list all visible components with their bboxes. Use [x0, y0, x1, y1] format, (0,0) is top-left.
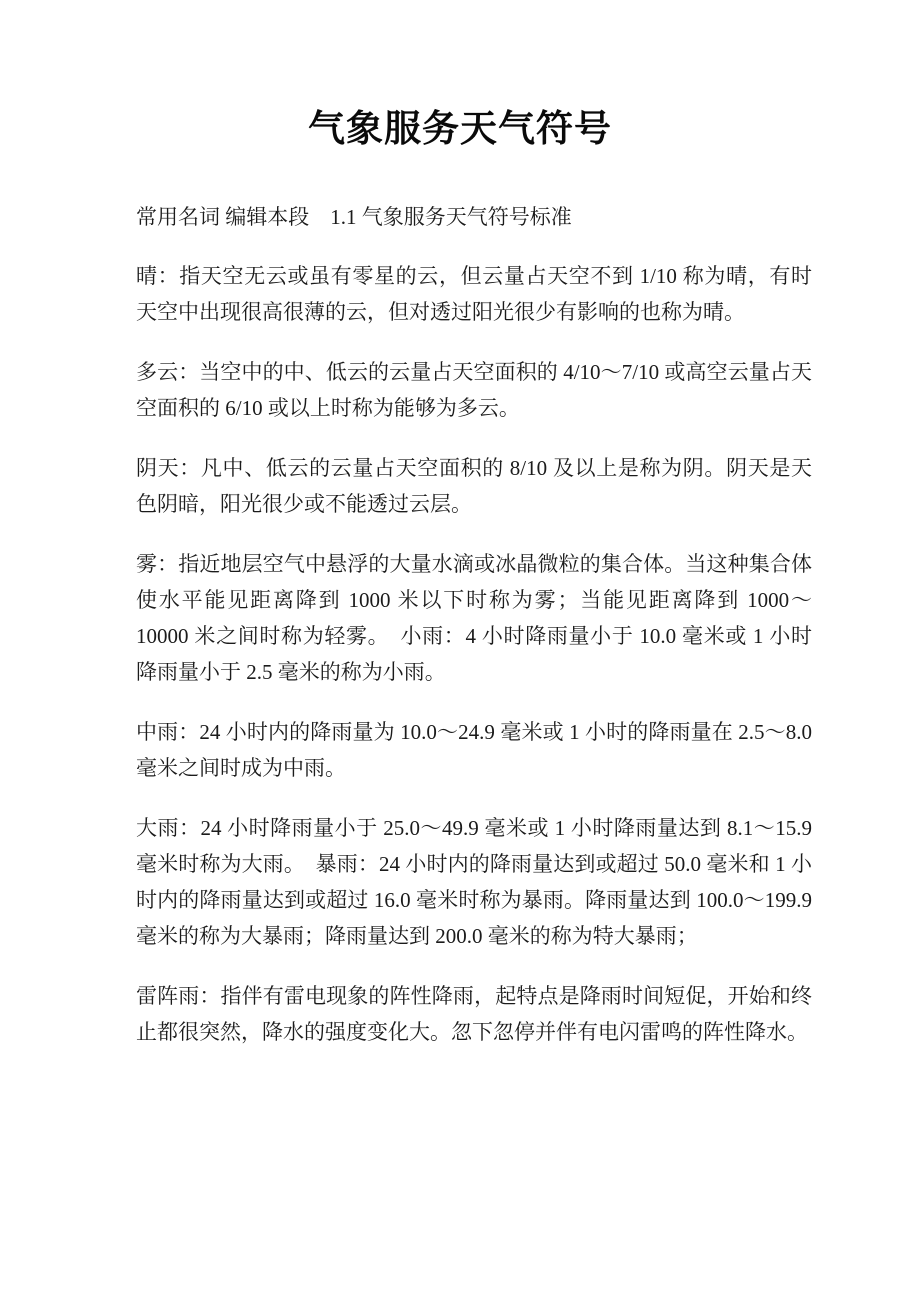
paragraph-qing: 晴：指天空无云或虽有零星的云，但云量占天空不到 1/10 称为晴，有时天空中出现很高很薄的云，但对透过阳光很少有影响的也称为晴。: [136, 264, 812, 324]
paragraph-zhongyu: 中雨：24 小时内的降雨量为 10.0～24.9 毫米或 1 小时的降雨量在 2.5～8.0 毫米之间时成为中雨。: [136, 720, 812, 780]
paragraph-leizhenyu: 雷阵雨：指伴有雷电现象的阵性降雨，起特点是降雨时间短促，开始和终止都很突然，降水的强度变化大。忽下忽停并伴有电闪雷鸣的阵性降水。: [136, 984, 812, 1044]
paragraph-wu-xiaoyu: 雾：指近地层空气中悬浮的大量水滴或冰晶微粒的集合体。当这种集合体使水平能见距离降到 1000 米以下时称为雾；当能见距离降到 1000～10000 米之间时称为轻雾。 小雨：4 小时降雨量小于 10.0 毫米或 1 小时降雨量小于 2.5 毫米的称为小雨。: [136, 552, 812, 684]
paragraph-dayu-baoyu: 大雨：24 小时降雨量小于 25.0～49.9 毫米或 1 小时降雨量达到 8.1～15.9 毫米时称为大雨。 暴雨：24 小时内的降雨量达到或超过 50.0 毫米和 1 小时内的降雨量达到或超过 16.0 毫米时称为暴雨。降雨量达到 100.0～199.9 毫米的称为大暴雨；降雨量达到 200.0 毫米的称为特大暴雨；: [136, 816, 812, 948]
paragraph-duoyun: 多云：当空中的中、低云的云量占天空面积的 4/10～7/10 或高空云量占天空面积的 6/10 或以上时称为能够为多云。: [136, 360, 812, 420]
document-body: [136, 201, 812, 1050]
document-title: 气象服务天气符号: [308, 108, 612, 149]
section-heading-line: 常用名词 编辑本段 1.1 气象服务天气符号标准: [136, 205, 572, 229]
paragraph-yintian: 阴天：凡中、低云的云量占天空面积的 8/10 及以上是称为阴。阴天是天色阴暗，阳光很少或不能透过云层。: [136, 456, 812, 516]
